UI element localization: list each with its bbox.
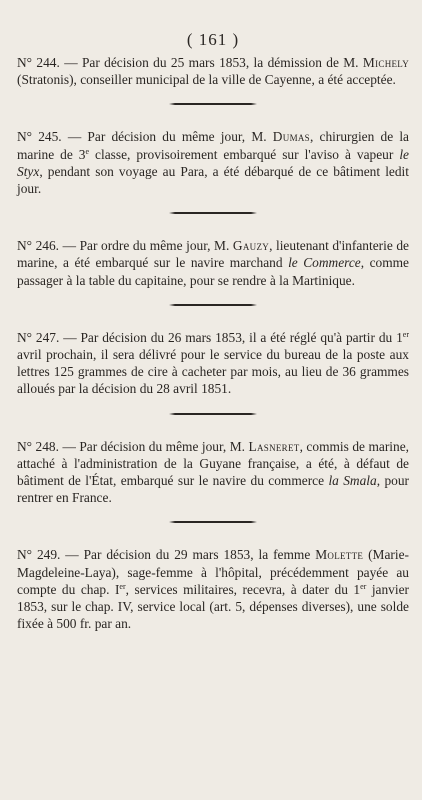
decision-number: N° 244. xyxy=(17,55,60,70)
person-name: Dumas xyxy=(272,129,310,145)
section-divider xyxy=(169,413,257,415)
decision-number: N° 247. xyxy=(17,329,60,345)
section-divider xyxy=(169,304,257,306)
decision-paragraph xyxy=(17,546,409,632)
text-run: , lieutenant d'infanterie de marine, a été embarqué sur le navire marchand xyxy=(17,238,409,271)
text-run: — Par décision du même jour, M. xyxy=(61,129,273,145)
text-run: avril prochain, il sera délivré pour le service du bureau de la poste aux lettres 125 grammes de cire à cacheter par mois, au lieu de 36 grammes alloués par la décision du 28 avril 1851. xyxy=(17,347,409,397)
text-run: (Stratonis), conseiller municipal de la ville de Cayenne, a été acceptée. xyxy=(17,72,396,88)
decision-number: N° 249. xyxy=(17,547,61,563)
section-divider xyxy=(169,212,257,214)
superscript: er xyxy=(360,581,367,591)
decision-paragraph xyxy=(17,237,409,289)
italic-title: le Commerce xyxy=(288,255,361,271)
text-run: , chirurgien de la marine de 3 xyxy=(17,129,409,162)
italic-title: le Styx xyxy=(17,146,409,179)
person-name: Molette xyxy=(315,547,364,563)
decision-paragraph xyxy=(17,128,409,197)
decision-text xyxy=(17,55,409,87)
text-run: classe, provisoirement embarqué sur l'aviso à vapeur xyxy=(89,146,400,162)
text-run: , commis de marine, attaché à l'administration de la Guyane française, a été, à défaut de bâtiment de l'État, embarqué sur le navire du commerce xyxy=(17,438,409,489)
superscript: er xyxy=(119,581,126,591)
italic-title: la Smala xyxy=(328,473,377,489)
text-run: , pendant son voyage au Para, a été débarqué de ce bâtiment ledit jour. xyxy=(17,163,409,197)
person-name: Gauzy xyxy=(232,238,270,254)
section-divider xyxy=(169,103,257,105)
decision-paragraph xyxy=(17,438,409,507)
section-divider xyxy=(169,521,257,523)
text-run: — Par décision du 25 mars 1853, la démission de M. xyxy=(59,55,363,70)
text-run: , comme passager à la table du capitaine, pour se rendre à la Martinique. xyxy=(17,255,410,288)
decision-text xyxy=(17,439,409,506)
text-run: , services militaires, recevra, à dater du 1 xyxy=(125,581,361,597)
decision-text xyxy=(17,129,409,196)
decision-paragraph xyxy=(17,329,409,398)
decision-paragraph xyxy=(17,54,409,88)
decision-number: N° 248. xyxy=(17,438,59,454)
text-run: (Marie-Magdeleine-Laya), sage-femme à l'hôpital, précédemment payée au compte du chap. I xyxy=(17,547,409,597)
decision-text xyxy=(17,547,409,631)
decision-number: N° 245. xyxy=(17,129,62,145)
text-run: — Par décision du 29 mars 1853, la femme xyxy=(60,547,316,563)
page-number: ( 161 ) xyxy=(186,30,240,49)
superscript: e xyxy=(85,146,90,156)
text-run: janvier 1853, sur le chap. IV, service local (art. 5, dépenses diverses), une solde fixée à 500 fr. par an. xyxy=(17,581,409,632)
text-run: — Par ordre du même jour, M. xyxy=(59,238,233,254)
text-run: — Par décision du 26 mars 1853, il a été réglé qu'à partir du 1 xyxy=(59,329,403,345)
decision-number: N° 246. xyxy=(17,238,60,254)
superscript: er xyxy=(402,329,410,339)
person-name: Michely xyxy=(362,55,409,70)
decision-text xyxy=(17,238,409,287)
text-run: , pour rentrer en France. xyxy=(17,473,409,506)
text-run: — Par décision du même jour, M. xyxy=(58,438,249,454)
person-name: Lasneret xyxy=(248,438,300,454)
decision-text xyxy=(17,330,409,397)
